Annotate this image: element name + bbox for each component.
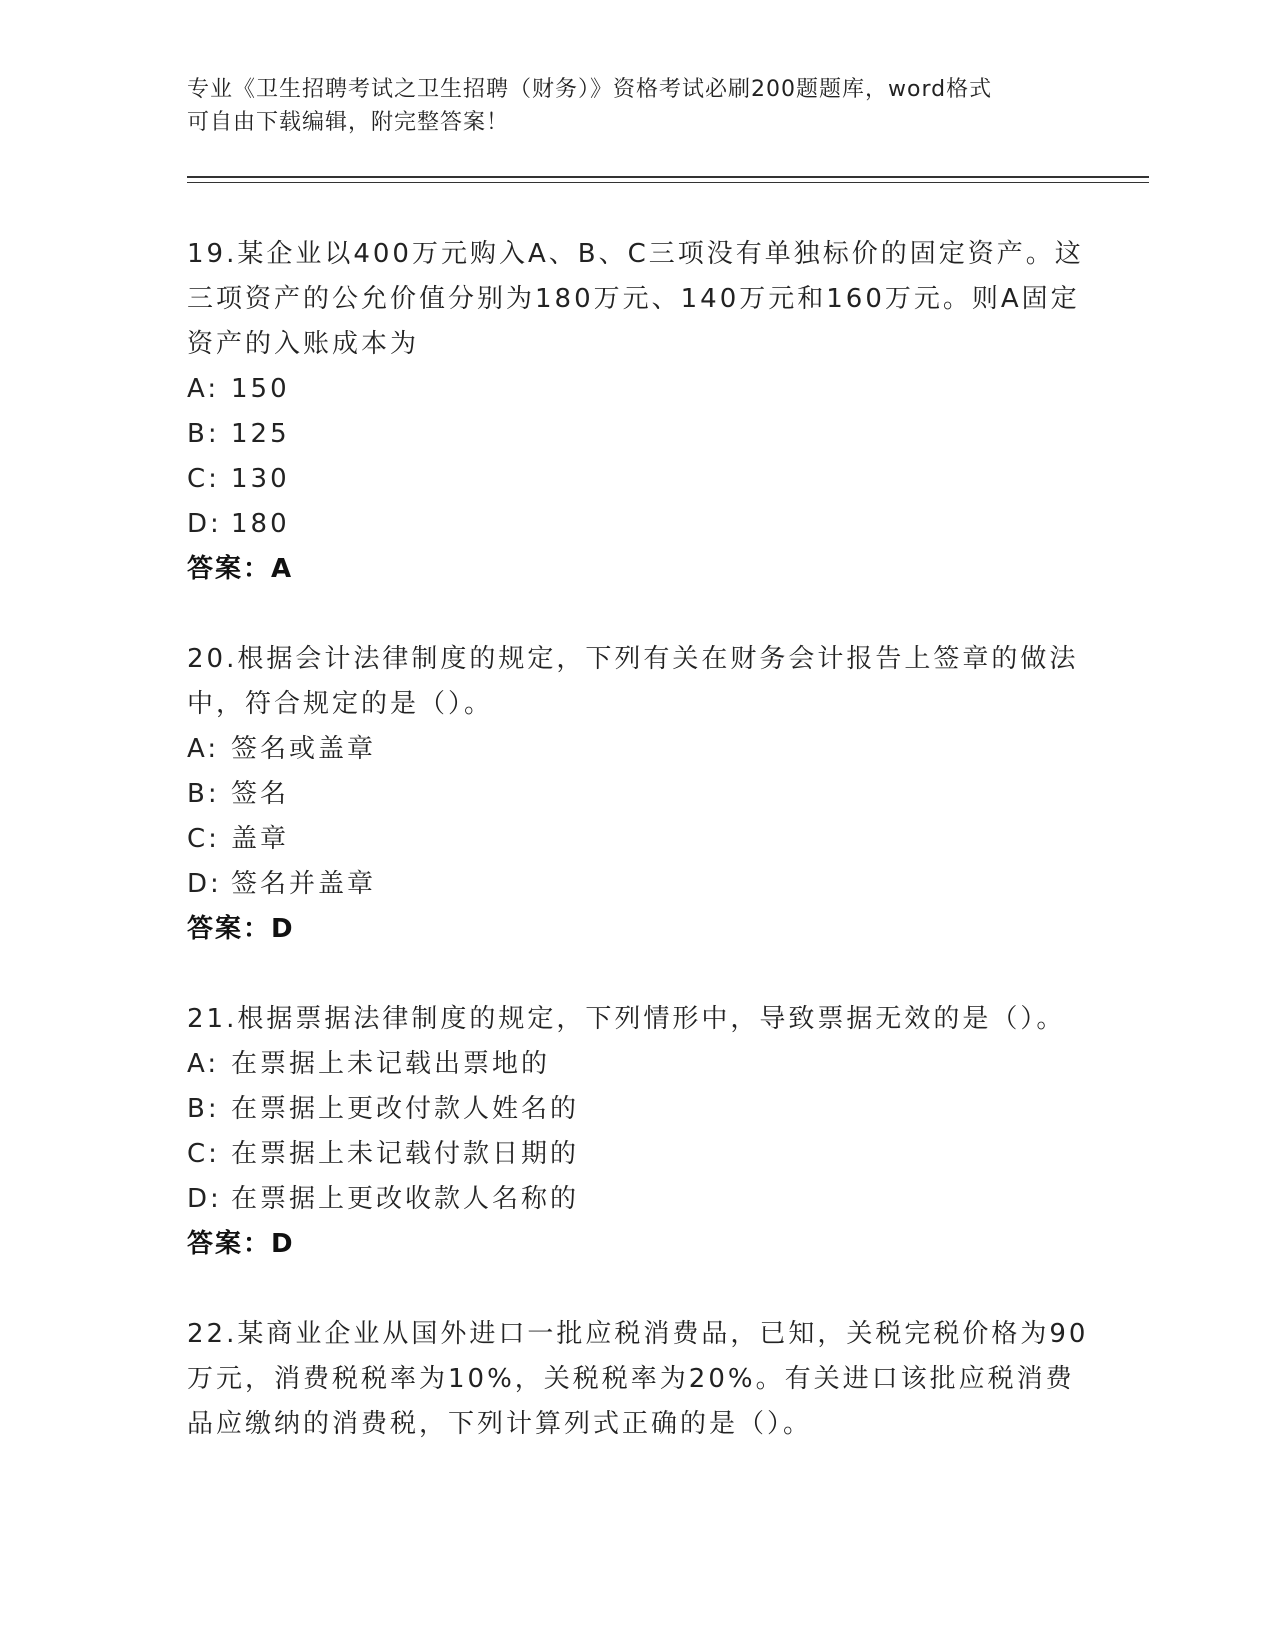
- option-letter: A:: [187, 374, 220, 404]
- option-b: [187, 772, 1087, 817]
- option-letter: A:: [187, 734, 220, 764]
- header-divider-thin: [187, 182, 1149, 183]
- option-c: [187, 457, 1087, 502]
- option-text: 签名并盖章: [231, 869, 377, 899]
- option-text: 在票据上未记载出票地的: [231, 1049, 551, 1079]
- option-letter: D:: [187, 1184, 222, 1214]
- question-stem-line: 20.根据会计法律制度的规定，下列有关在财务会计报告上签章的做法: [187, 644, 1079, 674]
- question-stem-line: 21.根据票据法律制度的规定，下列情形中，导致票据无效的是（）。: [187, 1004, 1066, 1034]
- question-stem-line: 品应缴纳的消费税，下列计算列式正确的是（）。: [187, 1409, 813, 1439]
- option-c: [187, 817, 1087, 862]
- option-letter: B:: [187, 779, 220, 809]
- option-text: 在票据上更改收款人名称的: [231, 1184, 580, 1214]
- option-a: [187, 367, 1087, 412]
- option-b: [187, 412, 1087, 457]
- option-text: 180: [231, 509, 290, 539]
- option-d: [187, 502, 1087, 547]
- option-c: [187, 1132, 1087, 1177]
- option-a: [187, 727, 1087, 772]
- question-stem-line: 22.某商业企业从国外进口一批应税消费品，已知，关税完税价格为90: [187, 1319, 1089, 1349]
- header-line-1: 专业《卫生招聘考试之卫生招聘（财务）》资格考试必刷200题题库，word格式: [187, 77, 993, 102]
- header-divider-thick: [187, 176, 1149, 178]
- option-d: [187, 1177, 1087, 1222]
- question-20: [187, 637, 1087, 952]
- option-letter: C:: [187, 464, 220, 494]
- question-stem-line: 中，符合规定的是（）。: [187, 689, 494, 719]
- option-a: [187, 1042, 1087, 1087]
- option-text: 在票据上更改付款人姓名的: [231, 1094, 580, 1124]
- option-d: [187, 862, 1087, 907]
- option-text: 签名: [231, 779, 290, 809]
- option-letter: B:: [187, 1094, 220, 1124]
- question-22: [187, 1312, 1087, 1447]
- answer-line: 答案：D: [187, 1229, 295, 1259]
- option-text: 签名或盖章: [231, 734, 377, 764]
- document-header: [187, 73, 1087, 139]
- question-stem-line: 资产的入账成本为: [187, 329, 420, 359]
- option-text: 在票据上未记载付款日期的: [231, 1139, 580, 1169]
- question-stem-line: 19.某企业以400万元购入A、B、C三项没有单独标价的固定资产。这: [187, 239, 1084, 269]
- option-letter: D:: [187, 509, 222, 539]
- option-letter: C:: [187, 824, 220, 854]
- question-21: [187, 997, 1087, 1267]
- option-letter: A:: [187, 1049, 220, 1079]
- question-stem-line: 万元，消费税税率为10%，关税税率为20%。有关进口该批应税消费: [187, 1364, 1075, 1394]
- answer-line: 答案：A: [187, 554, 294, 584]
- header-line-2: 可自由下载编辑，附完整答案！: [187, 110, 510, 135]
- question-stem-line: 三项资产的公允价值分别为180万元、140万元和160万元。则A固定: [187, 284, 1080, 314]
- question-list: [187, 232, 1087, 1492]
- option-letter: C:: [187, 1139, 220, 1169]
- option-letter: B:: [187, 419, 220, 449]
- option-text: 盖章: [231, 824, 290, 854]
- answer-line: 答案：D: [187, 914, 295, 944]
- option-text: 130: [231, 464, 290, 494]
- option-b: [187, 1087, 1087, 1132]
- option-text: 125: [231, 419, 290, 449]
- question-19: [187, 232, 1087, 592]
- option-text: 150: [231, 374, 290, 404]
- option-letter: D:: [187, 869, 222, 899]
